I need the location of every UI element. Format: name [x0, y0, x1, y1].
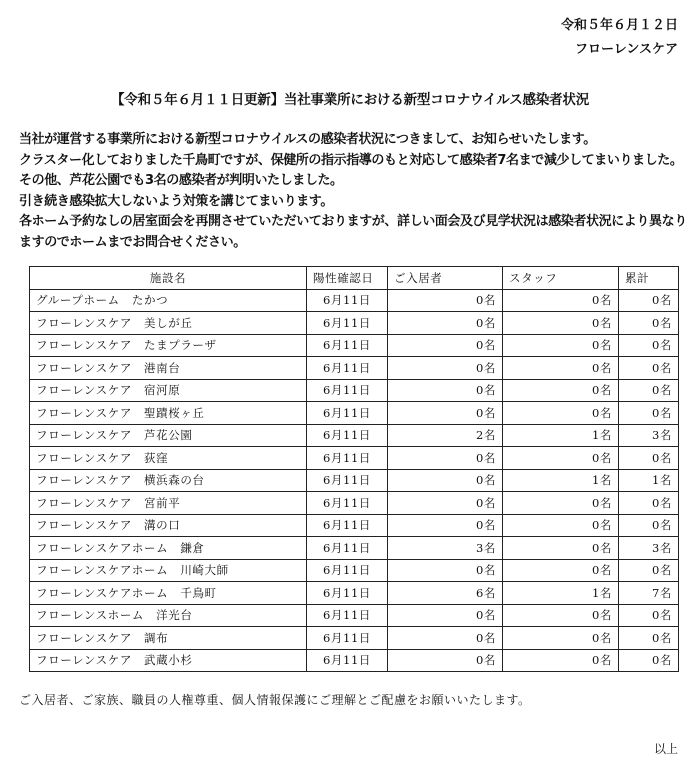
cell-facility-name: フローレンスケア たまプラーザ [30, 334, 307, 357]
cell-total: 0名 [619, 447, 679, 470]
cell-total: 0名 [619, 492, 679, 515]
cell-staff: 1名 [503, 424, 619, 447]
table-row [30, 537, 679, 560]
cell-facility-name: フローレンスケア 宮前平 [30, 492, 307, 515]
table-row [30, 492, 679, 515]
cell-positive-date: 6月11日 [307, 559, 388, 582]
cell-residents: 0名 [388, 334, 503, 357]
cell-positive-date: 6月11日 [307, 357, 388, 380]
table-row [30, 447, 679, 470]
cell-residents: 0名 [388, 469, 503, 492]
paragraph: その他、芦花公園でも3名の感染者が判明いたしました。 [19, 173, 343, 188]
table-row [30, 469, 679, 492]
cell-residents: 6名 [388, 582, 503, 605]
cell-total: 0名 [619, 514, 679, 537]
header-residents: ご入居者 [388, 267, 503, 290]
cell-staff: 0名 [503, 289, 619, 312]
cell-total: 0名 [619, 379, 679, 402]
cell-facility-name: フローレンスケア 調布 [30, 627, 307, 650]
cell-positive-date: 6月11日 [307, 649, 388, 672]
cell-positive-date: 6月11日 [307, 537, 388, 560]
closing-text: 以上 [653, 742, 678, 756]
organization-name: フローレンスケア [574, 42, 678, 57]
cell-total: 3名 [619, 537, 679, 560]
cell-positive-date: 6月11日 [307, 334, 388, 357]
cell-positive-date: 6月11日 [307, 402, 388, 425]
cell-staff: 0名 [503, 514, 619, 537]
cell-staff: 0名 [503, 379, 619, 402]
cell-positive-date: 6月11日 [307, 492, 388, 515]
cell-staff: 0名 [503, 559, 619, 582]
table-row [30, 604, 679, 627]
cell-staff: 1名 [503, 469, 619, 492]
cell-residents: 0名 [388, 312, 503, 335]
table-row [30, 424, 679, 447]
cell-residents: 0名 [388, 289, 503, 312]
cell-residents: 0名 [388, 649, 503, 672]
cell-total: 0名 [619, 312, 679, 335]
cell-positive-date: 6月11日 [307, 447, 388, 470]
cell-residents: 0名 [388, 492, 503, 515]
table-row [30, 649, 679, 672]
cell-total: 0名 [619, 357, 679, 380]
cell-total: 0名 [619, 334, 679, 357]
cell-residents: 0名 [388, 357, 503, 380]
paragraph: クラスター化しておりました千鳥町ですが、保健所の指示指導のもと対応して感染者7名まで減少してまいりました。 [19, 152, 683, 168]
cell-residents: 0名 [388, 402, 503, 425]
cell-residents: 3名 [388, 537, 503, 560]
cell-positive-date: 6月11日 [307, 604, 388, 627]
cell-staff: 1名 [503, 582, 619, 605]
cell-total: 0名 [619, 649, 679, 672]
notice-body [19, 130, 689, 253]
table-row [30, 289, 679, 312]
cell-residents: 0名 [388, 627, 503, 650]
infection-status-table [29, 266, 679, 672]
footnote: ご入居者、ご家族、職員の人権尊重、個人情報保護にご理解とご配慮をお願いいたします。 [19, 693, 531, 707]
cell-staff: 0名 [503, 447, 619, 470]
cell-facility-name: フローレンスケアホーム 鎌倉 [30, 537, 307, 560]
cell-residents: 0名 [388, 447, 503, 470]
cell-staff: 0名 [503, 402, 619, 425]
header-total: 累計 [619, 267, 679, 290]
cell-residents: 2名 [388, 424, 503, 447]
cell-residents: 0名 [388, 379, 503, 402]
cell-total: 0名 [619, 627, 679, 650]
paragraph: 当社が運営する事業所における新型コロナウイルスの感染者状況につきまして、お知らせいたします。 [19, 132, 596, 147]
cell-total: 0名 [619, 289, 679, 312]
cell-staff: 0名 [503, 492, 619, 515]
cell-facility-name: フローレンスケア 芦花公園 [30, 424, 307, 447]
paragraph: 引き続き感染拡大しないよう対策を講じてまいります。 [19, 193, 333, 209]
cell-staff: 0名 [503, 312, 619, 335]
header-facility-name: 施設名 [30, 267, 307, 290]
header-staff: スタッフ [503, 267, 619, 290]
header-positive-date: 陽性確認日 [307, 267, 388, 290]
cell-residents: 0名 [388, 559, 503, 582]
cell-positive-date: 6月11日 [307, 289, 388, 312]
paragraph: 各ホーム予約なしの居室面会を再開させていただいておりますが、詳しい面会及び見学状況は感染者状況により異なりますのでホームまでお問合せください。 [19, 214, 687, 250]
table-row [30, 559, 679, 582]
cell-staff: 0名 [503, 537, 619, 560]
cell-facility-name: フローレンスケア 溝の口 [30, 514, 307, 537]
cell-positive-date: 6月11日 [307, 514, 388, 537]
cell-total: 0名 [619, 559, 679, 582]
cell-facility-name: フローレンスケア 荻窪 [30, 447, 307, 470]
cell-facility-name: フローレンスケアホーム 千鳥町 [30, 582, 307, 605]
cell-staff: 0名 [503, 357, 619, 380]
table-row [30, 379, 679, 402]
cell-total: 0名 [619, 604, 679, 627]
table-body [30, 289, 679, 672]
cell-positive-date: 6月11日 [307, 312, 388, 335]
document-date: 令和５年６月１２日 [560, 18, 678, 33]
cell-total: 3名 [619, 424, 679, 447]
table-row [30, 514, 679, 537]
cell-facility-name: フローレンスケア 聖蹟桜ヶ丘 [30, 402, 307, 425]
cell-facility-name: フローレンスケアホーム 川崎大師 [30, 559, 307, 582]
cell-positive-date: 6月11日 [307, 627, 388, 650]
cell-facility-name: フローレンスホーム 洋光台 [30, 604, 307, 627]
cell-total: 0名 [619, 402, 679, 425]
table-row [30, 402, 679, 425]
table-row [30, 312, 679, 335]
cell-residents: 0名 [388, 514, 503, 537]
cell-facility-name: グループホーム たかつ [30, 289, 307, 312]
cell-facility-name: フローレンスケア 宿河原 [30, 379, 307, 402]
table-row [30, 582, 679, 605]
table-header-row [30, 267, 679, 290]
cell-facility-name: フローレンスケア 美しが丘 [30, 312, 307, 335]
table-row [30, 357, 679, 380]
cell-staff: 0名 [503, 334, 619, 357]
cell-residents: 0名 [388, 604, 503, 627]
cell-facility-name: フローレンスケア 横浜森の台 [30, 469, 307, 492]
cell-positive-date: 6月11日 [307, 469, 388, 492]
cell-positive-date: 6月11日 [307, 379, 388, 402]
cell-facility-name: フローレンスケア 武蔵小杉 [30, 649, 307, 672]
cell-total: 7名 [619, 582, 679, 605]
table-row [30, 334, 679, 357]
cell-staff: 0名 [503, 649, 619, 672]
document-title: 【令和５年６月１１日更新】当社事業所における新型コロナウイルス感染者状況 [111, 92, 589, 108]
cell-total: 1名 [619, 469, 679, 492]
cell-positive-date: 6月11日 [307, 424, 388, 447]
cell-staff: 0名 [503, 627, 619, 650]
cell-facility-name: フローレンスケア 港南台 [30, 357, 307, 380]
table-row [30, 627, 679, 650]
cell-staff: 0名 [503, 604, 619, 627]
cell-positive-date: 6月11日 [307, 582, 388, 605]
